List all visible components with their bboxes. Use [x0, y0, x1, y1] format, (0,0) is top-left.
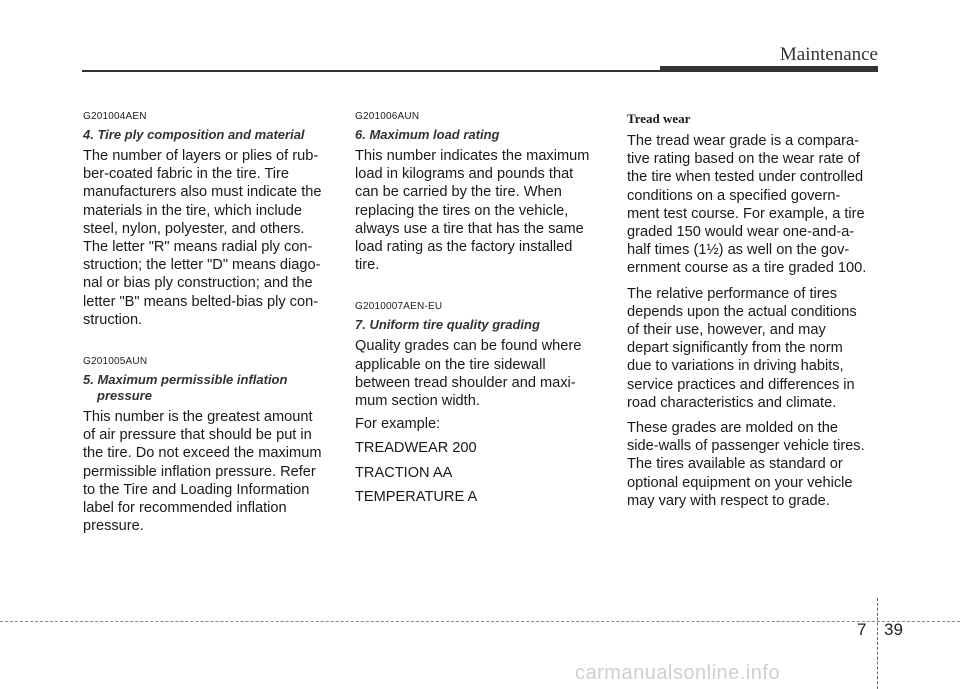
section-heading: 6. Maximum load rating — [355, 127, 500, 142]
text-line: tive rating based on the wear rate of — [627, 151, 860, 168]
text-line: service practices and differences in — [627, 376, 855, 393]
text-line: of their use, however, and may — [627, 322, 826, 339]
text-line: due to variations in driving habits, — [627, 358, 844, 375]
text-line: The letter "R" means radial ply con- — [83, 239, 313, 256]
chapter-number: 7 — [857, 620, 867, 639]
section-heading: 7. Uniform tire quality grading — [355, 317, 540, 333]
text-line: permissible inflation pressure. Refer — [83, 463, 316, 480]
text-line: the tire. Do not exceed the maximum — [83, 445, 322, 462]
example-value: TRACTION AA — [355, 464, 453, 481]
text-line: applicable on the tire sidewall — [355, 356, 546, 373]
section-heading: 4. Tire ply composition and material — [83, 127, 305, 142]
text-line: mum section width. — [355, 393, 480, 410]
example-value: TREADWEAR 200 — [355, 440, 477, 457]
text-line: This number indicates the maximum — [355, 148, 590, 164]
text-line: side-walls of passenger vehicle tires. — [627, 438, 865, 455]
text-line: graded 150 would wear one-and-a- — [627, 224, 855, 241]
text-line: Quality grades can be found where — [355, 338, 582, 355]
section-code: G201005AUN — [83, 356, 148, 368]
text-line: This number is the greatest amount — [83, 409, 313, 426]
text-line: load rating as the factory installed — [355, 239, 573, 256]
text-line: label for recommended inflation — [83, 500, 287, 517]
footer-divider — [0, 621, 960, 622]
column-1 — [83, 111, 323, 538]
text-line: ernment course as a tire graded 100. — [627, 260, 867, 277]
paragraph — [627, 285, 867, 412]
example-label: For example: — [355, 416, 441, 433]
text-line: The tires available as standard or — [627, 456, 843, 473]
paragraph — [83, 147, 323, 329]
text-line: road characteristics and climate. — [627, 394, 837, 411]
paragraph — [83, 408, 323, 535]
watermark: carmanualsonline.info — [575, 662, 781, 684]
paragraph — [627, 419, 867, 510]
text-line: between tread shoulder and maxi- — [355, 374, 576, 391]
section-heading — [83, 372, 323, 404]
text-line: nal or bias ply construction; and the — [83, 275, 313, 292]
text-line: half times (1½) as well on the gov- — [627, 242, 850, 259]
text-line: The number of layers or plies of rub- — [83, 148, 319, 164]
text-line: load in kilograms and pounds that — [355, 166, 574, 183]
example-value: TEMPERATURE A — [355, 488, 478, 505]
section-heading: Tread wear — [627, 111, 691, 126]
text-line: the tire when tested under controlled — [627, 169, 864, 186]
text-line: replacing the tires on the vehicle, — [355, 202, 569, 219]
section-code: G2010007AEN-EU — [355, 301, 443, 313]
column-3 — [627, 111, 867, 517]
text-line: optional equipment on your vehicle — [627, 474, 853, 491]
text-line: steel, nylon, polyester, and others. — [83, 220, 305, 237]
paragraph — [627, 132, 867, 278]
text-line: to the Tire and Loading Information — [83, 481, 310, 498]
section-code: G201004AEN — [83, 111, 147, 122]
column-2 — [355, 111, 595, 512]
text-line: ber-coated fabric in the tire. Tire — [83, 166, 290, 183]
text-line: These grades are molded on the — [627, 420, 838, 437]
heading-line: pressure — [97, 388, 152, 404]
text-line: depends upon the actual conditions — [627, 303, 857, 320]
text-line: The relative performance of tires — [627, 285, 838, 302]
paragraph — [355, 147, 595, 274]
text-line: can be carried by the tire. When — [355, 184, 562, 201]
section-code: G201006AUN — [355, 111, 420, 122]
text-line: may vary with respect to grade. — [627, 492, 830, 509]
text-line: of air pressure that should be put in — [83, 427, 312, 444]
footer-vertical-divider — [877, 598, 878, 689]
text-line: materials in the tire, which include — [83, 202, 303, 219]
text-line: manufacturers also must indicate the — [83, 184, 322, 201]
text-line: conditions on a specified govern- — [627, 187, 841, 204]
text-line: ment test course. For example, a tire — [627, 205, 865, 222]
header-rule — [82, 70, 660, 72]
text-line: struction. — [83, 311, 143, 328]
paragraph — [355, 337, 595, 410]
page-number: 39 — [884, 620, 903, 639]
text-line: The tread wear grade is a compara- — [627, 133, 859, 149]
text-line: tire. — [355, 257, 380, 274]
text-line: always use a tire that has the same — [355, 220, 584, 237]
text-line: depart significantly from the norm — [627, 340, 843, 357]
text-line: letter "B" means belted-bias ply con- — [83, 293, 319, 310]
heading-line: 5. Maximum permissible inflation — [83, 372, 288, 388]
header-rule-thick — [660, 66, 878, 72]
text-line: pressure. — [83, 518, 144, 535]
text-line: struction; the letter "D" means diago- — [83, 257, 321, 274]
section-title: Maintenance — [779, 44, 878, 65]
